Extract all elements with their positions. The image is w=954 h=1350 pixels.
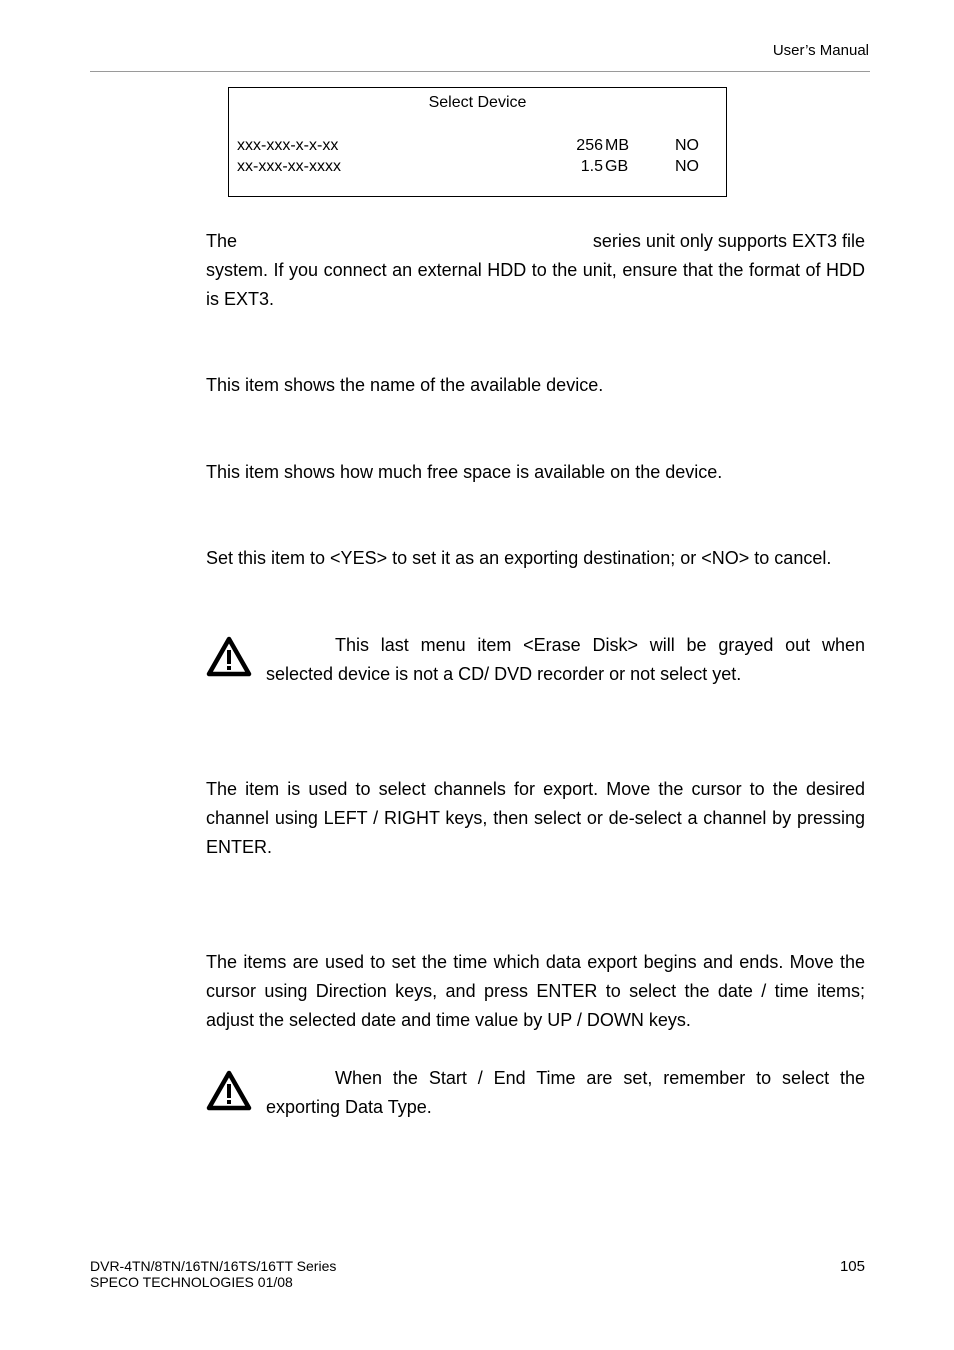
- erase-disk-note: [266, 631, 865, 689]
- page-number: 105: [839, 1258, 865, 1275]
- footer-info: [90, 1258, 336, 1290]
- select-device-box: [228, 87, 727, 197]
- note-text: When the Start / End Time are set, remember to select the exporting Data Type.: [266, 1068, 865, 1117]
- device-row[interactable]: [237, 158, 726, 178]
- ext3-first-word: The: [206, 231, 238, 251]
- select-device-title: Select Device: [428, 94, 527, 111]
- device-select-state: NO: [675, 158, 699, 175]
- device-size-unit: MB: [605, 137, 629, 154]
- free-space-paragraph: This item shows how much free space is available on the device.: [206, 462, 723, 482]
- device-row[interactable]: [237, 137, 726, 157]
- ext3-first-rest: series unit only supports EXT3 file: [592, 231, 865, 251]
- header-title: User’s Manual: [772, 42, 869, 59]
- footer-company: SPECO TECHNOLOGIES 01/08: [90, 1274, 293, 1290]
- warning-triangle-icon: [206, 1070, 252, 1112]
- header-divider: [90, 71, 870, 72]
- ext3-paragraph: [206, 227, 865, 314]
- select-paragraph: Set this item to <YES> to set it as an exporting destination; or <NO> to cancel.: [206, 548, 832, 568]
- ext3-rest: system. If you connect an external HDD to the unit, ensure that the format of HDD is EXT3.: [206, 260, 865, 309]
- footer-model: DVR-4TN/8TN/16TN/16TS/16TT Series: [90, 1258, 337, 1274]
- note-text: This last menu item <Erase Disk> will be grayed out when selected device is not a CD/ DVD recorder or not select yet.: [266, 635, 865, 684]
- device-name: xx-xxx-xx-xxxx: [237, 158, 341, 175]
- channel-paragraph: The item is used to select channels for export. Move the cursor to the desired channel using LEFT / RIGHT keys, then select or de-select a channel by pressing ENTER.: [206, 779, 865, 857]
- time-paragraph: The items are used to set the time which data export begins and ends. Move the cursor using Direction keys, and press ENTER to select the date / time items; adjust the selected date and time value by UP / DOWN keys.: [206, 952, 865, 1030]
- device-size-unit: GB: [605, 158, 629, 175]
- device-select-state: NO: [675, 137, 699, 154]
- device-name: xxx-xxx-x-x-xx: [237, 137, 339, 154]
- device-size: 1.5: [580, 158, 603, 175]
- start-end-time-note: [266, 1064, 865, 1122]
- warning-triangle-icon: [206, 636, 252, 678]
- device-size: 256: [576, 137, 603, 154]
- device-name-paragraph: This item shows the name of the available device.: [206, 375, 604, 395]
